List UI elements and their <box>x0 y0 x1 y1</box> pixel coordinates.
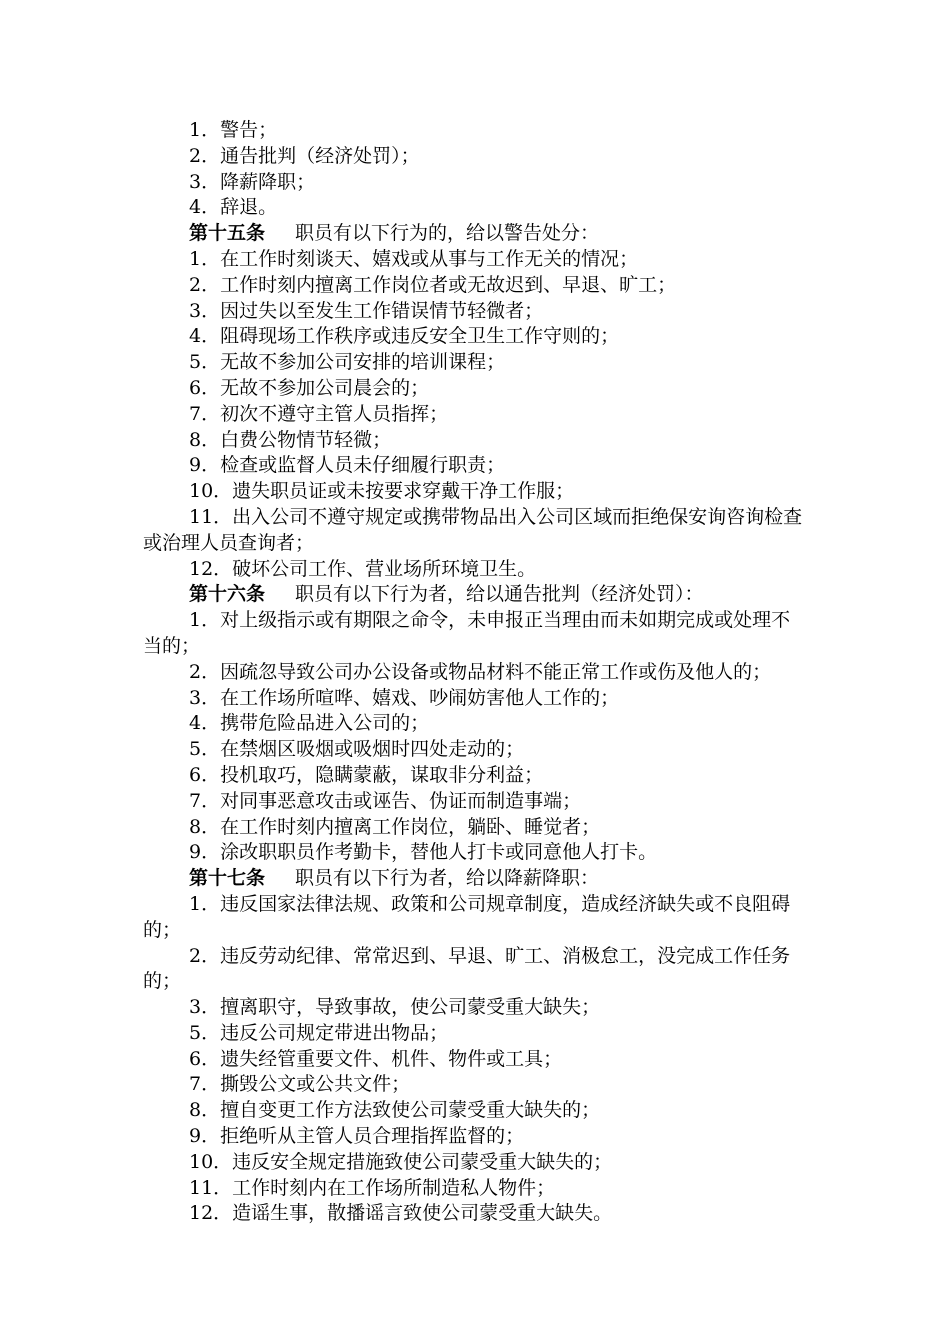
list-item: 7．对同事恶意攻击或诬告、伪证而制造事端； <box>189 789 582 812</box>
list-item: 3．降薪降职； <box>189 170 316 193</box>
list-item: 2．因疏忽导致公司办公设备或物品材料不能正常工作或伤及他人的； <box>189 660 772 683</box>
list-item: 11．工作时刻内在工作场所制造私人物件； <box>189 1176 556 1199</box>
list-item: 2．违反劳动纪律、常常迟到、早退、旷工、消极怠工，没完成工作任务的； <box>143 944 791 993</box>
article-number: 第十六条 <box>189 583 266 606</box>
document-body <box>143 118 809 1227</box>
article-number: 第十五条 <box>189 222 266 245</box>
article-text: 职员有以下行为的，给以警告处分： <box>295 222 600 245</box>
list-item: 11．出入公司不遵守规定或携带物品出入公司区域而拒绝保安询咨询检查或治理人员查询者； <box>143 505 803 554</box>
list-item: 12．造谣生事，散播谣言致使公司蒙受重大缺失。 <box>189 1202 613 1225</box>
list-item: 3．因过失以至发生工作错误情节轻微者； <box>189 299 544 322</box>
article-heading-line <box>143 221 809 247</box>
article-number: 第十七条 <box>189 867 266 890</box>
list-item: 6．无故不参加公司晨会的； <box>189 376 430 399</box>
list-item: 1．对上级指示或有期限之命令，未申报正当理由而未如期完成或处理不当的； <box>143 609 791 657</box>
list-item: 1．违反国家法律法规、政策和公司规章制度，造成经济缺失或不良阻碍的； <box>143 892 791 941</box>
list-item: 1．警告； <box>189 119 278 141</box>
article-text: 职员有以下行为者，给以通告批判（经济处罚）： <box>295 583 704 606</box>
list-item: 3．擅离职守，导致事故，使公司蒙受重大缺失； <box>189 996 601 1019</box>
list-item: 4．辞退。 <box>189 196 278 219</box>
list-item: 7．初次不遵守主管人员指挥； <box>189 402 449 425</box>
list-item: 3．在工作场所喧哗、嬉戏、吵闹妨害他人工作的； <box>189 686 620 709</box>
list-item: 5．违反公司规定带进出物品； <box>189 1021 449 1044</box>
list-item: 5．无故不参加公司安排的培训课程； <box>189 351 506 374</box>
list-item: 10．遗失职员证或未按要求穿戴干净工作服； <box>189 480 575 503</box>
list-item: 8．白费公物情节轻微； <box>189 428 392 451</box>
article-heading-line <box>143 866 809 892</box>
list-item: 6．投机取巧，隐瞒蒙蔽，谋取非分利益； <box>189 763 544 786</box>
list-item: 12．破坏公司工作、营业场所环境卫生。 <box>189 557 537 580</box>
list-item: 10．违反安全规定措施致使公司蒙受重大缺失的； <box>189 1150 613 1173</box>
list-item: 9．涂改职职员作考勤卡，替他人打卡或同意他人打卡。 <box>189 841 658 864</box>
list-item: 2．通告批判（经济处罚）； <box>189 144 420 167</box>
list-item: 9．拒绝听从主管人员合理指挥监督的； <box>189 1125 525 1148</box>
article-heading-line <box>143 582 809 608</box>
article-text: 职员有以下行为者，给以降薪降职： <box>295 867 600 890</box>
list-item: 8．擅自变更工作方法致使公司蒙受重大缺失的； <box>189 1099 601 1122</box>
list-item: 1．在工作时刻谈天、嬉戏或从事与工作无关的情况； <box>189 247 639 270</box>
list-item: 2．工作时刻内擅离工作岗位者或无故迟到、早退、旷工； <box>189 273 677 296</box>
list-item: 9．检查或监督人员未仔细履行职责； <box>189 454 506 477</box>
list-item: 7．撕毁公文或公共文件； <box>189 1073 411 1096</box>
list-item: 8．在工作时刻内擅离工作岗位，躺卧、睡觉者； <box>189 815 601 838</box>
list-item: 4．携带危险品进入公司的； <box>189 712 430 735</box>
list-item: 4．阻碍现场工作秩序或违反安全卫生工作守则的； <box>189 325 620 348</box>
list-item: 6．遗失经管重要文件、机件、物件或工具； <box>189 1047 563 1070</box>
list-item: 5．在禁烟区吸烟或吸烟时四处走动的； <box>189 738 525 761</box>
